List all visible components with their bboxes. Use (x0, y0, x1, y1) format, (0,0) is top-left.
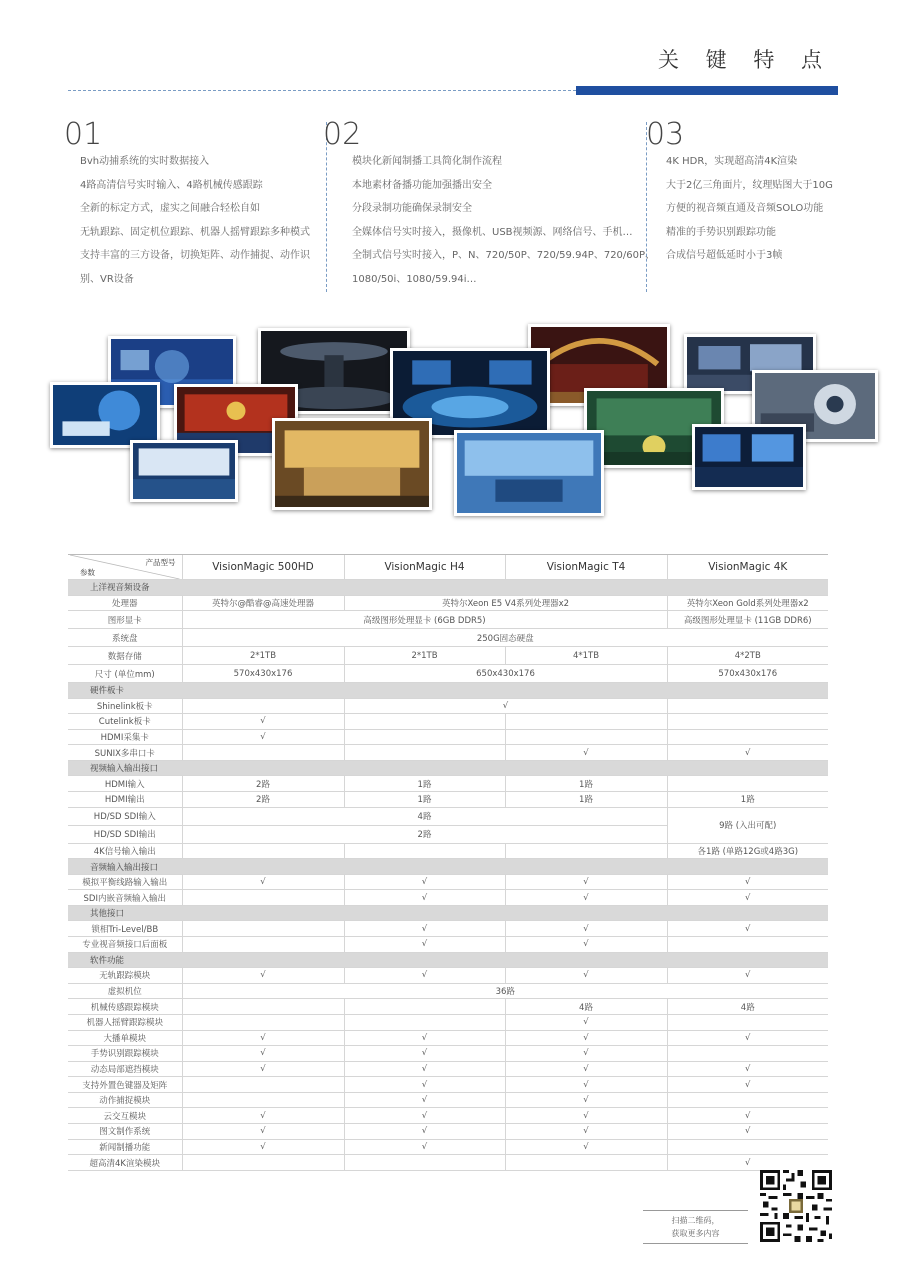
table-row: 机械传感跟踪模块 4路 4路 (68, 999, 828, 1015)
table-row: HD/SD SDI输出 2路 (68, 825, 828, 843)
list-item: 全制式信号实时接入，P、N、720/50P、720/59.94P、720/60P、 (352, 250, 656, 262)
section-row: 其他接口 (68, 905, 828, 921)
table-row: 机器人摇臂跟踪模块 √ (68, 1014, 828, 1030)
list-item: 1080/50i、1080/59.94i… (352, 273, 477, 285)
feature-number-1: 01 (64, 117, 103, 152)
table-row: 4K信号输入输出 各1路 (单路12G或4路3G) (68, 843, 828, 859)
spec-table (68, 554, 828, 1171)
studio-photo (692, 424, 806, 490)
list-item: 全媒体信号实时接入，摄像机、USB视频源、网络信号、手机… (352, 226, 633, 238)
table-row: Cutelink板卡 √ (68, 714, 828, 730)
table-row: 锁相Tri-Level/BB √ √ √ (68, 921, 828, 937)
table-row: HD/SD SDI输入 4路 9路 (入出可配) (68, 807, 828, 825)
list-item: 大于2亿三角面片，纹理贴图大于10G (666, 179, 833, 191)
list-item: 全新的标定方式，虚实之间融合轻松自如 (80, 203, 260, 215)
section-row: 硬件板卡 (68, 683, 828, 699)
table-row: 系统盘 250G固态硬盘 (68, 629, 828, 647)
table-row: 尺寸 (单位mm) 570x430x176 650x430x176 570x430x176 (68, 665, 828, 683)
table-row: SUNIX多串口卡 √ √ (68, 745, 828, 761)
table-corner-cell (68, 555, 182, 580)
studio-photo-collage (0, 320, 900, 525)
list-item: 别、VR设备 (80, 273, 134, 285)
corner-label-param: 参数 (80, 568, 95, 577)
section-row: 视频输入输出接口 (68, 760, 828, 776)
page-title: 关 键 特 点 (657, 48, 832, 72)
model-header: VisionMagic H4 (344, 555, 505, 580)
section-row: 上洋视音频设备 (68, 580, 828, 596)
table-row: 专业视音频接口后面板 √ √ (68, 937, 828, 953)
table-row: 手势识别跟踪模块 √ √ √ (68, 1046, 828, 1062)
title-dashed-rule (68, 90, 576, 91)
table-row: 数据存储 2*1TB 2*1TB 4*1TB 4*2TB (68, 647, 828, 665)
section-row: 软件功能 (68, 952, 828, 968)
table-row: HDMI输入 2路 1路 1路 (68, 776, 828, 792)
table-row: Shinelink板卡 √ (68, 698, 828, 714)
table-row: 虚拟机位 36路 (68, 983, 828, 999)
list-item: 合成信号超低延时小于3帧 (666, 250, 783, 262)
list-item: 支持丰富的三方设备，切换矩阵、动作捕捉、动作识 (80, 250, 310, 262)
studio-photo (454, 430, 604, 516)
table-row: HDMI采集卡 √ (68, 729, 828, 745)
table-row: 图形显卡 高级图形处理显卡 (6GB DDR5) 高级图形处理显卡 (11GB DDR6) (68, 611, 828, 629)
feature-list-2 (352, 150, 655, 292)
qr-caption-line: 扫描二维码， (671, 1216, 720, 1225)
list-item: Bvh动捕系统的实时数据接入 (80, 156, 210, 167)
table-row: 图文制作系统 √ √ √ √ (68, 1124, 828, 1140)
qr-caption (643, 1210, 748, 1244)
model-header: VisionMagic 4K (667, 555, 828, 580)
table-header-row (68, 555, 828, 580)
table-row: HDMI输出 2路 1路 1路 1路 (68, 792, 828, 808)
studio-photo (130, 440, 238, 502)
table-row: 动作捕捉模块 √ √ (68, 1092, 828, 1108)
list-item: 4路高清信号实时输入、4路机械传感跟踪 (80, 179, 263, 191)
table-row: 大播单模块 √ √ √ √ (68, 1030, 828, 1046)
table-row: 模拟平衡线路输入输出 √ √ √ √ (68, 874, 828, 890)
table-row: 无轨跟踪模块 √ √ √ √ (68, 968, 828, 984)
feature-list-1 (80, 150, 310, 292)
table-row: 新闻制播功能 √ √ √ (68, 1139, 828, 1155)
table-row: SDI内嵌音频输入输出 √ √ √ (68, 890, 828, 906)
feature-number-3: 03 (646, 117, 685, 152)
list-item: 无轨跟踪、固定机位跟踪、机器人摇臂跟踪多种模式 (80, 226, 310, 238)
feature-list-3 (666, 150, 833, 268)
title-accent-bar (576, 86, 838, 95)
table-row: 支持外置色键器及矩阵 √ √ √ (68, 1077, 828, 1093)
studio-photo (50, 382, 160, 448)
model-header: VisionMagic T4 (505, 555, 667, 580)
list-item: 方便的视音频直通及音频SOLO功能 (666, 203, 824, 215)
list-item: 本地素材备播功能加强播出安全 (352, 179, 492, 191)
table-row: 动态局部遮挡模块 √ √ √ √ (68, 1061, 828, 1077)
studio-photo (272, 418, 432, 510)
model-header: VisionMagic 500HD (182, 555, 344, 580)
feature-number-2: 02 (323, 117, 362, 152)
list-item: 分段录制功能确保录制安全 (352, 203, 472, 215)
corner-label-model: 产品型号 (145, 558, 176, 567)
list-item: 4K HDR，实现超高清4K渲染 (666, 156, 798, 167)
list-item: 模块化新闻制播工具简化制作流程 (352, 156, 502, 167)
qr-caption-line: 获取更多内容 (671, 1229, 720, 1238)
table-row: 超高清4K渲染模块 √ (68, 1155, 828, 1171)
list-item: 精准的手势识别跟踪功能 (666, 226, 776, 238)
table-row: 云交互模块 √ √ √ √ (68, 1108, 828, 1124)
section-row: 音频输入输出接口 (68, 859, 828, 875)
table-row: 处理器 英特尔@酷睿@高速处理器 英特尔Xeon E5 V4系列处理器x2 英特尔Xeon Gold系列处理器x2 (68, 595, 828, 611)
qr-code-icon[interactable] (760, 1170, 832, 1242)
